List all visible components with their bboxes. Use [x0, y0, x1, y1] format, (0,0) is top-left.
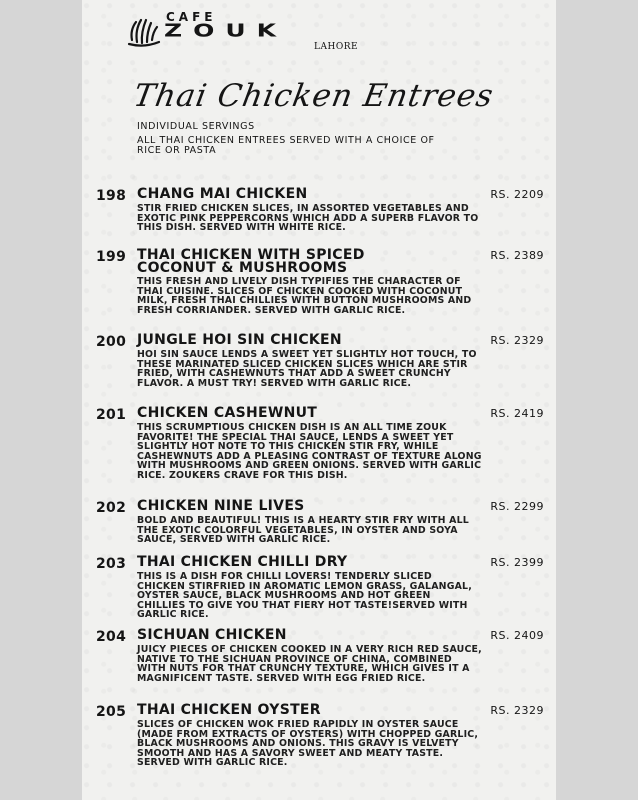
item-name: THAI CHICKEN CHILLI DRY	[137, 554, 348, 570]
item-description: SLICES OF CHICKEN WOK FRIED RAPIDLY IN OYSTER SAUCE (MADE FROM EXTRACTS OF OYSTERS) WITH CHOPPED GARLIC, BLACK MUSHROOMS AND ONIONS. THIS GRAVY IS VELVETY SMOOTH AND HAS A SAVORY SWEET AND MEATY TASTE. SERVED WITH GARLIC RICE.	[137, 719, 479, 769]
item-name: CHICKEN NINE LIVES	[137, 498, 305, 514]
item-price: RS. 2389	[490, 249, 544, 262]
cafe-zouk-logo	[126, 10, 366, 56]
item-description: HOI SIN SAUCE LENDS A SWEET YET SLIGHTLY HOT TOUCH, TO THESE MARINATED SLICED CHICKEN SLICES WHICH ARE STIR FRIED, WITH CASHEWNUTS THAT ADD A SWEET CRUNCHY FLAVOR. A MUST TRY! SERVED WITH GARLIC RICE.	[137, 349, 477, 389]
item-name: CHICKEN CASHEWNUT	[137, 405, 318, 421]
item-price: RS. 2399	[490, 556, 544, 569]
item-description: THIS FRESH AND LIVELY DISH TYPIFIES THE CHARACTER OF THAI CUISINE. SLICES OF CHICKEN COOKED WITH COCONUT MILK, FRESH THAI CHILLIES WITH BUTTON MUSHROOMS AND FRESH CORRIANDER. SERVED WITH GARLIC RICE.	[137, 276, 472, 316]
item-price: RS. 2409	[490, 629, 544, 642]
item-number: 200	[96, 334, 127, 350]
item-number: 205	[96, 704, 127, 720]
item-description: STIR FRIED CHICKEN SLICES, IN ASSORTED VEGETABLES AND EXOTIC PINK PEPPERCORNS WHICH ADD A SUPERB FLAVOR TO THIS DISH. SERVED WITH WHITE RICE.	[137, 203, 479, 234]
item-name: THAI CHICKEN WITH SPICED COCONUT & MUSHROOMS	[137, 247, 365, 276]
item-name: THAI CHICKEN OYSTER	[137, 702, 321, 718]
brand-city-text: LAHORE	[314, 42, 359, 52]
item-price: RS. 2329	[490, 704, 544, 717]
item-number: 199	[96, 249, 127, 265]
item-price: RS. 2329	[490, 334, 544, 347]
sun-emblem-icon	[126, 10, 162, 50]
item-number: 202	[96, 500, 127, 516]
brand-top-text: CAFE	[166, 10, 217, 24]
item-description: JUICY PIECES OF CHICKEN COOKED IN A VERY RICH RED SAUCE, NATIVE TO THE SICHUAN PROVINCE OF CHINA, COMBINED WITH NUTS FOR THAT CRUNCHY TEXTURE, WHICH GIVES IT A MAGNIFICENT TASTE. SERVED WITH EGG FRIED RICE.	[137, 644, 482, 684]
item-description: THIS IS A DISH FOR CHILLI LOVERS! TENDERLY SLICED CHICKEN STIRFRIED IN AROMATIC LEMON GRASS, GALANGAL, OYSTER SAUCE, BLACK MUSHROOMS AND HOT GREEN CHILLIES TO GIVE YOU THAT FIERY HOT TASTE!SERVED WITH GARLIC RICE.	[137, 571, 472, 621]
item-name: SICHUAN CHICKEN	[137, 627, 287, 643]
item-price: RS. 2209	[490, 188, 544, 201]
item-description: BOLD AND BEAUTIFUL! THIS IS A HEARTY STIR FRY WITH ALL THE EXOTIC COLORFUL VEGETABLES, IN OYSTER AND SOYA SAUCE, SERVED WITH GARLIC RICE.	[137, 515, 469, 546]
item-number: 198	[96, 188, 127, 204]
item-price: RS. 2419	[490, 407, 544, 420]
brand-main-text: ZOUK	[164, 20, 288, 41]
item-name: CHANG MAI CHICKEN	[137, 186, 308, 202]
item-number: 203	[96, 556, 127, 572]
section-intro	[137, 122, 457, 156]
section-title: Thai Chicken Entrees	[130, 78, 497, 114]
section-note: ALL THAI CHICKEN ENTREES SERVED WITH A CHOICE OF RICE OR PASTA	[137, 135, 435, 156]
item-name: JUNGLE HOI SIN CHICKEN	[137, 332, 342, 348]
item-number: 204	[96, 629, 127, 645]
item-price: RS. 2299	[490, 500, 544, 513]
section-subtitle: INDIVIDUAL SERVINGS	[137, 121, 255, 132]
item-description: THIS SCRUMPTIOUS CHICKEN DISH IS AN ALL TIME ZOUK FAVORITE! THE SPECIAL THAI SAUCE, LENDS A SWEET YET SLIGHTLY HOT NOTE TO THIS CHICKEN STIR FRY, WHILE CASHEWNUTS ADD A PLEASING CONTRAST OF TEXTURE ALONG WITH MUSHROOMS AND GREEN ONIONS. SERVED WITH GARLIC RICE. ZOUKERS CRAVE FOR THIS DISH.	[137, 422, 482, 481]
item-number: 201	[96, 407, 127, 423]
